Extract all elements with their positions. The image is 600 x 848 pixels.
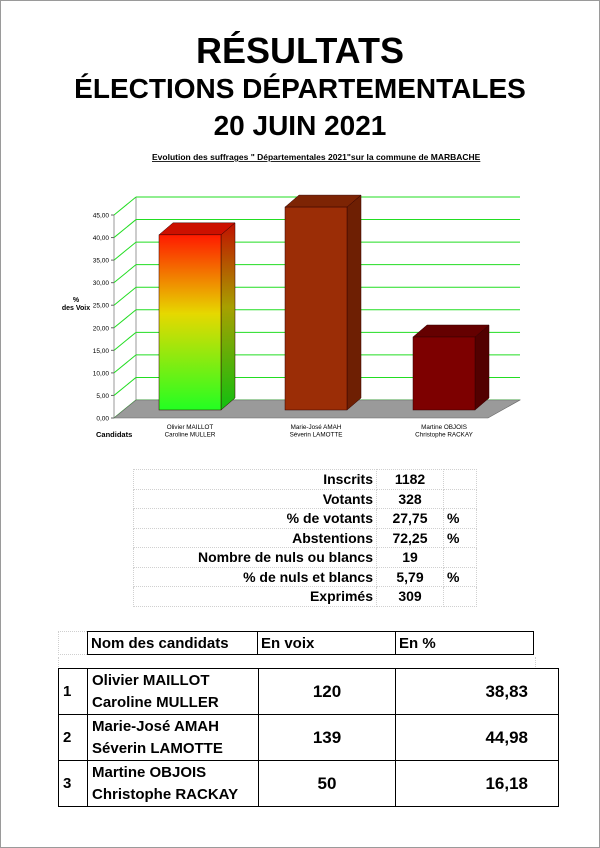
y-tick-label: 20,00 bbox=[92, 325, 109, 333]
category-label: Christophe RACKAY bbox=[415, 431, 473, 439]
category-label: Séverin LAMOTTE bbox=[289, 431, 343, 439]
y-axis-label-percent: % bbox=[72, 297, 80, 304]
candidate-row bbox=[59, 761, 559, 807]
stats-value: 27,75 bbox=[377, 509, 444, 529]
candidate-row bbox=[59, 669, 559, 715]
grid-line-diagonal bbox=[114, 265, 136, 283]
stats-unit: % bbox=[444, 567, 477, 587]
candidate-votes: 139 bbox=[259, 715, 396, 761]
category-label: Caroline MULLER bbox=[164, 431, 216, 439]
grid-line-diagonal bbox=[114, 287, 136, 305]
stats-row bbox=[134, 509, 477, 529]
candidate-votes: 120 bbox=[259, 669, 396, 715]
page-subtitle: ÉLECTIONS DÉPARTEMENTALES bbox=[74, 73, 526, 104]
y-tick-label: 40,00 bbox=[92, 235, 109, 243]
stats-value: 1182 bbox=[377, 470, 444, 490]
stats-value: 72,25 bbox=[377, 528, 444, 548]
page-title: RÉSULTATS bbox=[196, 30, 404, 71]
candidate-votes: 50 bbox=[259, 761, 396, 807]
candidate-name: Caroline MULLER bbox=[92, 693, 219, 711]
candidate-name: Marie-José AMAH bbox=[92, 717, 219, 735]
header-percent: En % bbox=[396, 632, 534, 655]
candidate-percent: 38,83 bbox=[396, 669, 559, 715]
header-candidates: Nom des candidats bbox=[88, 632, 258, 655]
y-tick-label: 0,00 bbox=[96, 415, 109, 423]
header-votes: En voix bbox=[258, 632, 396, 655]
x-axis-categories bbox=[165, 424, 474, 439]
stats-unit bbox=[444, 548, 477, 568]
bar-side bbox=[347, 195, 361, 410]
candidates-header bbox=[58, 631, 534, 655]
candidate-names bbox=[88, 761, 259, 807]
candidate-names bbox=[88, 715, 259, 761]
stats-row bbox=[134, 567, 477, 587]
grid-line-diagonal bbox=[114, 310, 136, 328]
grid-line-diagonal bbox=[114, 355, 136, 373]
y-tick-label: 25,00 bbox=[92, 302, 109, 310]
y-axis-label-voix: des Voix bbox=[61, 305, 91, 312]
bar bbox=[285, 195, 361, 410]
candidate-number: 1 bbox=[59, 669, 88, 715]
stats-label: % de votants bbox=[134, 509, 377, 529]
stats-value: 328 bbox=[377, 489, 444, 509]
stats-table bbox=[133, 469, 477, 607]
y-tick-label: 15,00 bbox=[92, 347, 109, 355]
grid-line-diagonal bbox=[114, 197, 136, 215]
bar-front bbox=[413, 337, 475, 410]
x-axis-label: Candidats bbox=[96, 430, 133, 439]
stats-label: % de nuls et blancs bbox=[134, 567, 377, 587]
stats-unit bbox=[444, 587, 477, 607]
candidate-name: Olivier MAILLOT bbox=[92, 671, 210, 689]
stats-label: Inscrits bbox=[134, 470, 377, 490]
stats-label: Votants bbox=[134, 489, 377, 509]
stats-label: Abstentions bbox=[134, 528, 377, 548]
candidate-percent: 16,18 bbox=[396, 761, 559, 807]
header-index-cell bbox=[59, 632, 88, 655]
stats-row bbox=[134, 470, 477, 490]
stats-value: 5,79 bbox=[377, 567, 444, 587]
chart-title: Evolution des suffrages " Départementales 2021"sur la commune de MARBACHE bbox=[152, 152, 481, 162]
stats-unit bbox=[444, 470, 477, 490]
stats-row bbox=[134, 548, 477, 568]
stats-unit: % bbox=[444, 509, 477, 529]
stats-label: Exprimés bbox=[134, 587, 377, 607]
stats-row bbox=[134, 489, 477, 509]
grid-line-diagonal bbox=[114, 220, 136, 238]
bar-front bbox=[159, 235, 221, 410]
candidate-number: 3 bbox=[59, 761, 88, 807]
stats-row bbox=[134, 528, 477, 548]
candidates-table bbox=[58, 668, 559, 807]
candidate-names bbox=[88, 669, 259, 715]
candidate-name: Christophe RACKAY bbox=[92, 785, 239, 803]
stats-value: 19 bbox=[377, 548, 444, 568]
grid-line-diagonal bbox=[114, 242, 136, 260]
election-date: 20 JUIN 2021 bbox=[213, 110, 387, 141]
stats-value: 309 bbox=[377, 587, 444, 607]
grid-line-diagonal bbox=[114, 377, 136, 395]
candidate-name: Séverin LAMOTTE bbox=[92, 739, 223, 757]
stats-row bbox=[134, 587, 477, 607]
candidate-percent: 44,98 bbox=[396, 715, 559, 761]
candidate-name: Martine OBJOIS bbox=[92, 763, 207, 781]
grid-line-diagonal bbox=[114, 332, 136, 350]
stats-unit: % bbox=[444, 528, 477, 548]
chart-bars bbox=[159, 195, 489, 410]
stats-unit bbox=[444, 489, 477, 509]
bar-side bbox=[475, 325, 489, 410]
y-tick-label: 5,00 bbox=[96, 392, 109, 400]
y-tick-label: 35,00 bbox=[92, 257, 109, 265]
category-label: Marie-José AMAH bbox=[290, 424, 342, 431]
bar-front bbox=[285, 207, 347, 410]
bar bbox=[159, 223, 235, 410]
candidate-row bbox=[59, 715, 559, 761]
stats-label: Nombre de nuls ou blancs bbox=[134, 548, 377, 568]
category-label: Olivier MAILLOT bbox=[166, 424, 214, 431]
y-tick-label: 10,00 bbox=[92, 370, 109, 378]
bar bbox=[413, 325, 489, 410]
category-label: Martine OBJOIS bbox=[421, 424, 467, 431]
results-bar-chart bbox=[61, 148, 540, 448]
bar-side bbox=[221, 223, 235, 410]
candidate-number: 2 bbox=[59, 715, 88, 761]
y-tick-label: 30,00 bbox=[92, 280, 109, 288]
y-tick-label: 45,00 bbox=[92, 212, 109, 220]
y-axis-ticks bbox=[93, 213, 114, 423]
